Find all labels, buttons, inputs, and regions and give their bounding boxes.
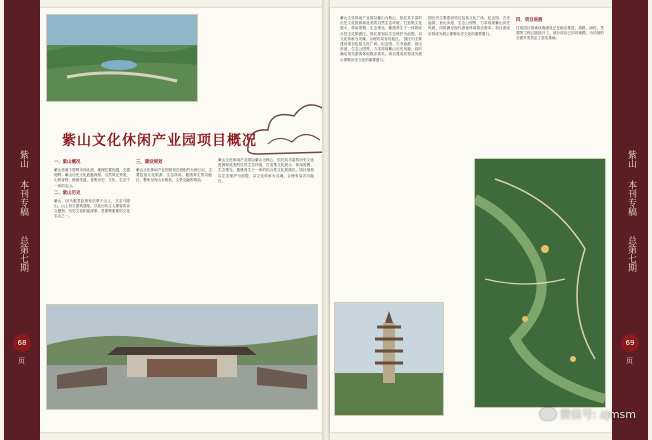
column-label-left: 本刊专稿: [18, 180, 28, 216]
wechat-icon: [540, 408, 556, 420]
section-1-heading: 一、紫山概况: [54, 160, 81, 165]
aerial-park-photo: [46, 14, 198, 102]
issue-label-left: 总第七期: [18, 236, 28, 272]
section-4-text: 目前园区基础设施建设正在稳步推进，道路、绿化、景观等工程已陆续开工，部分项目已初具规模，为后续的全面开发奠定了坚实基础。: [516, 26, 604, 41]
right-column-3: [516, 16, 604, 156]
section-1-text: 紫山坐落于邯郸市西北部，地理位置优越，交通便利。紫山历史文化底蕴深厚，自然风光秀美，山势奇特，植被茂盛，是集历史、文化、生态于一体的名山。: [54, 168, 130, 188]
section-2-heading: 二、紫山历史: [54, 190, 81, 196]
issue-label-right: 总第七期: [626, 236, 636, 272]
brand-label-left: 紫山: [18, 150, 28, 168]
wechat-watermark: [540, 406, 636, 422]
left-page: [40, 8, 322, 432]
brand-label-right: 紫山: [626, 150, 636, 168]
left-side-band: [4, 0, 40, 440]
right-column-1: [340, 16, 422, 316]
right-col1-text-b: 园区内主要建设项目包括文化广场、纪念馆、古寺庙群、登山步道、生态公园等，力求再现紫山历史风貌，同时满足现代游客休闲娱乐需求。项目建成后将成为展示邯郸历史文化的重要窗口。: [340, 36, 422, 62]
page-suffix-right: 页: [626, 357, 633, 365]
right-col1-text-a: 紫山文化休闲产业园以紫山为核心，依托其丰富的历史文化资源和优美的自然生态环境，打造集文化展示、休闲度假、生态观光、健康养生于一体的综合性文化旅游区。园区规划以生态保护为前提，以文化传承为灵魂，合理布局各功能区。: [340, 16, 422, 41]
page-gutter: [322, 0, 330, 440]
section-4-heading: 四、项目进展: [516, 18, 543, 23]
article-title: 紫山文化休闲产业园项目概况: [62, 133, 257, 149]
park-master-plan-map: [474, 158, 606, 408]
page-number-left: 68: [13, 334, 31, 352]
watermark-text: 微信号: zjmsm: [559, 408, 636, 421]
right-col2-text: 园区内主要建设项目包括文化广场、纪念馆、古寺庙群、登山步道、生态公园等，力求再现紫山历史风貌，同时满足现代游客休闲娱乐需求。项目建成后将成为展示邯郸历史文化的重要窗口。: [428, 16, 510, 36]
left-col3-text: 紫山文化休闲产业园以紫山为核心，依托其丰富的历史文化资源和优美的自然生态环境，打造集文化展示、休闲度假、生态观光、健康养生于一体的综合性文化旅游区。园区规划以生态保护为前提，以文化传承为灵魂，合理布局各功能区。: [218, 158, 314, 183]
section-3-heading: 三、建设规划: [136, 160, 163, 165]
page-suffix-left: 页: [18, 357, 25, 365]
pagoda-photo: [334, 302, 444, 416]
right-page: [330, 8, 612, 432]
memorial-hall-photo: [46, 304, 318, 410]
section-2-text: 紫山，因马服君赵奢死后葬于山上，又名马服山。山上有古建筑遗址，以及历代文人墨客的诗文题刻，历史文化积淀深厚，是邯郸重要的文化名山之一。: [54, 198, 130, 219]
page-number-right: 69: [621, 334, 639, 352]
right-side-band: [612, 0, 648, 440]
column-label-right: 本刊专稿: [626, 180, 636, 216]
section-3-text: 紫山文化休闲产业园规划总面积约为两万亩，主要包括文化旅游、生态休闲、健康养生等功能区，整体呈现山水相依、文景交融的格局。: [136, 168, 212, 183]
